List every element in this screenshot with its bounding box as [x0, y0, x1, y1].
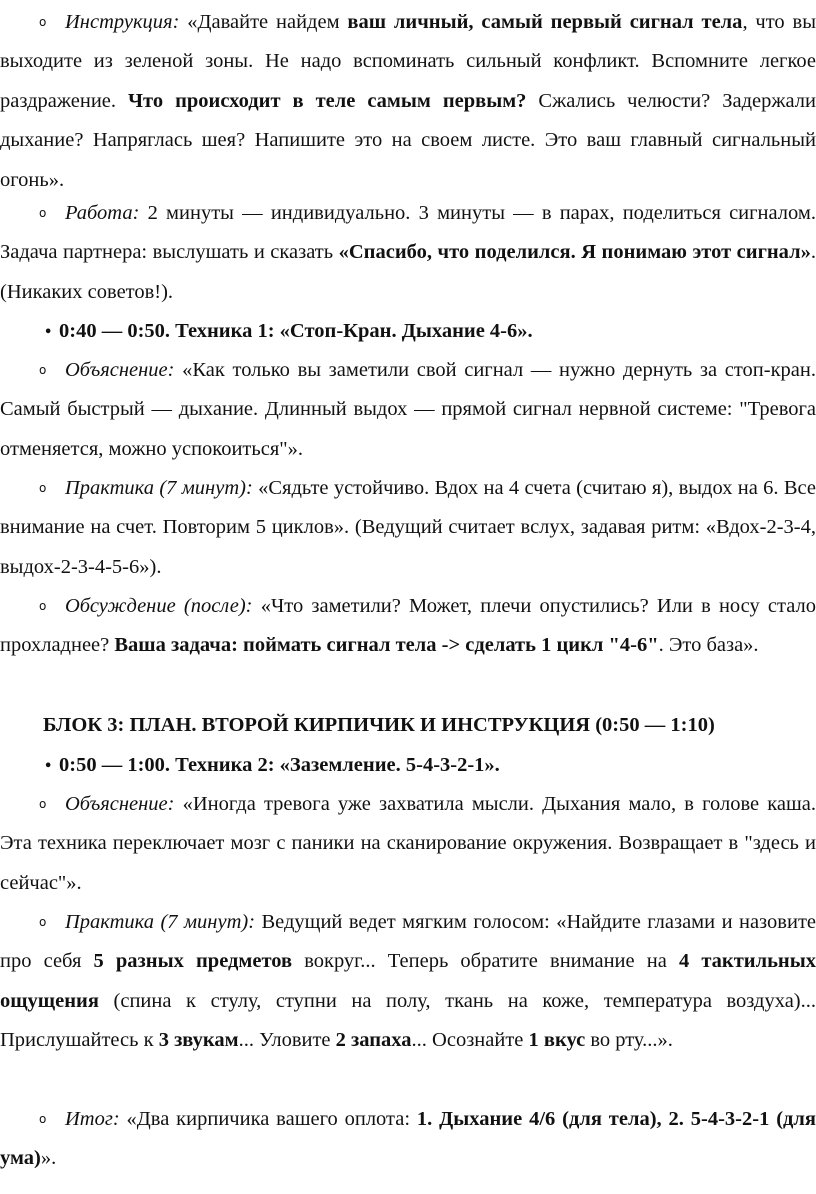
explanation-2-text: «Иногда тревога уже захватила мысли. Дыхания мало, в голове каша. Эта техника переключает мозг с паники на сканирование окружения. Возвращает в "здесь и сейчас"».: [0, 793, 816, 894]
discussion-label: Обсуждение (после):: [65, 595, 253, 617]
practice-2-text-3: (спина к стулу, ступни на полу, ткань на коже, температура воздуха)... Прислушайтесь к: [0, 989, 816, 1052]
explanation-1-label: Объяснение:: [65, 359, 175, 381]
discussion-text-2: . Это база».: [658, 634, 759, 657]
work-paragraph: [0, 194, 816, 312]
work-label: Работа:: [65, 202, 140, 224]
instruction-text-2: , что вы выходите из зеленой зоны. Не надо вспоминать сильный конфликт. Вспомните легкое раздражение.: [0, 11, 816, 112]
technique-1-heading: [44, 312, 816, 352]
practice-2-text-2: вокруг... Теперь обратите внимание на: [292, 950, 679, 973]
practice-2-bold-3: 3 звукам: [158, 1029, 239, 1052]
explanation-2-paragraph: [0, 785, 816, 903]
practice-1-paragraph: [0, 469, 816, 587]
technique-2-heading: [44, 746, 816, 786]
practice-1-label: Практика (7 минут):: [65, 477, 253, 499]
block-3-heading: БЛОК 3: ПЛАН. ВТОРОЙ КИРПИЧИК И ИНСТРУКЦИЯ (0:50 — 1:10): [43, 714, 715, 736]
work-text-1: 2 минуты — индивидуально. 3 минуты — в парах, поделиться сигналом. Задача партнера: выслушать и сказать: [0, 202, 816, 264]
instruction-bold-1: ваш личный, самый первый сигнал тела: [347, 11, 743, 33]
practice-2-label: Практика (7 минут):: [65, 911, 256, 933]
explanation-1-text: «Как только вы заметили свой сигнал — нужно дернуть за стоп-кран. Самый быстрый — дыхание. Длинный выдох — прямой сигнал нервной системе: "Тревога отменяется, можно успокоиться"».: [0, 359, 816, 460]
discussion-bold-1: Ваша задача: поймать сигнал тела -> сделать 1 цикл "4-6": [114, 634, 659, 657]
bullet-icon: •: [44, 325, 53, 340]
work-bold-1: «Спасибо, что поделился. Я понимаю этот сигнал»: [338, 241, 811, 264]
practice-2-text-5: ... Осознайте: [411, 1029, 529, 1052]
sub-bullet-icon: o: [39, 1112, 47, 1126]
sub-bullet-icon: o: [39, 481, 47, 495]
summary-label: Итог:: [65, 1108, 120, 1130]
practice-2-text-4: ... Уловите: [238, 1029, 336, 1052]
instruction-text-1: «Давайте найдем: [179, 11, 348, 33]
explanation-2-label: Объяснение:: [65, 793, 175, 815]
instruction-label: Инструкция:: [65, 11, 180, 33]
practice-2-bold-2: 4 тактильных ощущения: [0, 950, 816, 1012]
discussion-paragraph: [0, 587, 816, 666]
practice-2-text-1: Ведущий ведет мягким голосом: «Найдите глазами и назовите про себя: [0, 911, 816, 973]
practice-2-text-6: во рту...».: [585, 1029, 673, 1052]
explanation-1-paragraph: [0, 351, 816, 469]
bullet-icon: •: [44, 759, 53, 774]
sub-bullet-icon: o: [39, 915, 47, 929]
sub-bullet-icon: o: [39, 797, 47, 811]
practice-2-bold-1: 5 разных предметов: [93, 950, 293, 973]
sub-bullet-icon: o: [39, 599, 47, 613]
sub-bullet-icon: o: [39, 363, 47, 377]
technique-2-title: 0:50 — 1:00. Техника 2: «Заземление. 5-4-3-2-1».: [59, 754, 500, 776]
discussion-text-1: «Что заметили? Может, плечи опустились? Или в носу стало прохладнее?: [0, 595, 816, 657]
summary-text-2: ».: [40, 1147, 57, 1170]
summary-bold-1: 1. Дыхание 4/6 (для тела), 2. 5-4-3-2-1 (для ума): [0, 1108, 816, 1170]
instruction-text-3: Сжались челюсти? Задержали дыхание? Напряглась шея? Напишите это на своем листе. Это ваш главный сигнальный огонь».: [0, 89, 816, 191]
technique-1-title: 0:40 — 0:50. Техника 1: «Стоп-Кран. Дыхание 4-6».: [59, 320, 533, 342]
summary-paragraph: [0, 1100, 816, 1179]
practice-2-paragraph: [0, 903, 816, 1061]
sub-bullet-icon: o: [39, 206, 47, 220]
summary-text-1: «Два кирпичика вашего оплота:: [119, 1108, 417, 1130]
sub-bullet-icon: o: [39, 15, 47, 29]
instruction-bold-2: Что происходит в теле самым первым?: [128, 89, 527, 112]
practice-1-text: «Сядьте устойчиво. Вдох на 4 счета (считаю я), выдох на 6. Все внимание на счет. Повторим 5 циклов». (Ведущий считает вслух, задавая ритм: «Вдох-2-3-4, выдох-2-3-4-5-6»).: [0, 477, 816, 578]
work-text-2: . (Никаких советов!).: [0, 241, 816, 303]
instruction-paragraph: [0, 3, 816, 200]
practice-2-bold-4: 2 запаха: [335, 1029, 412, 1052]
practice-2-bold-5: 1 вкус: [528, 1029, 586, 1052]
